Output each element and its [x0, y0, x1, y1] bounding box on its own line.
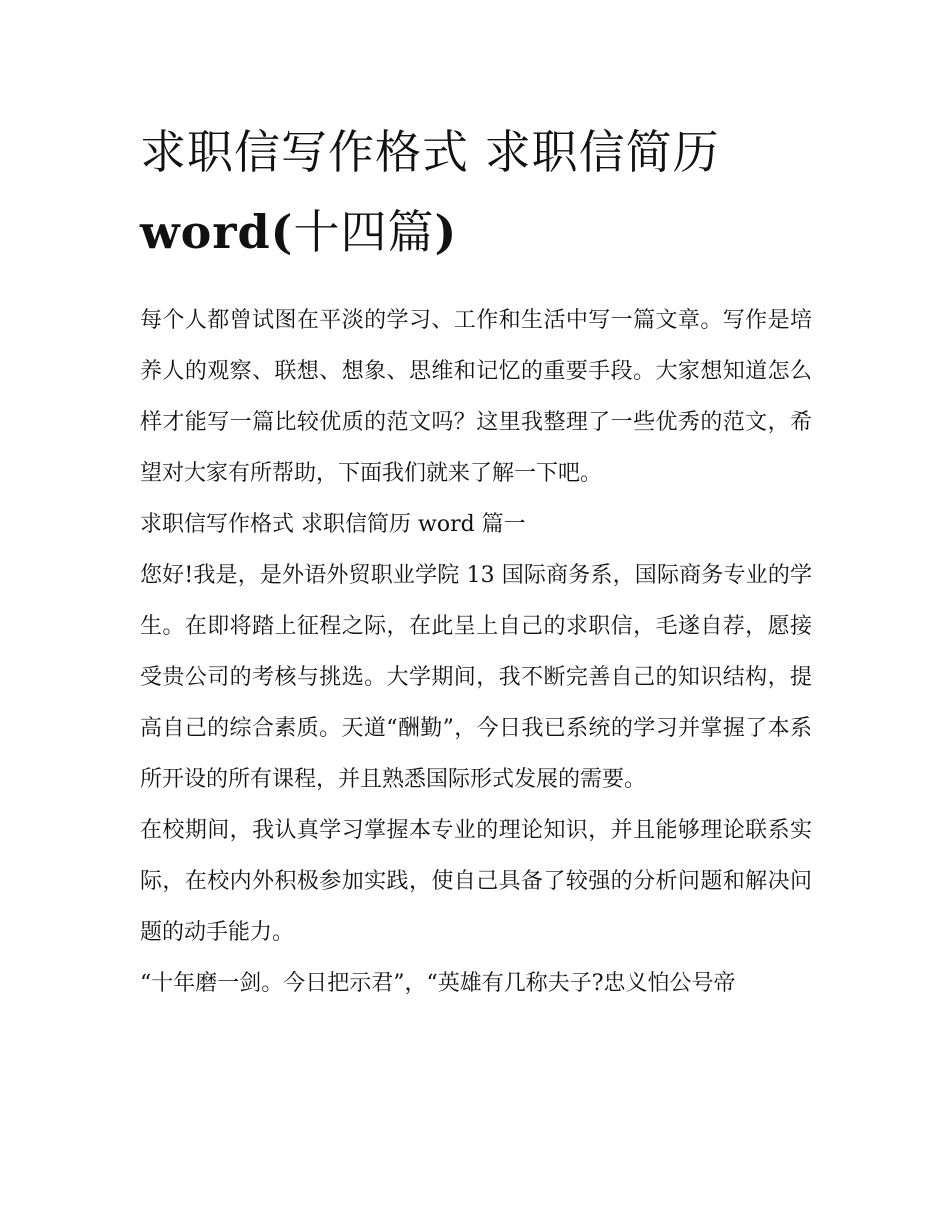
- title-line-1: 求职信写作格式 求职信简历: [140, 125, 720, 179]
- title-close-paren: ): [434, 205, 458, 259]
- section-heading: 求职信写作格式 求职信简历 word 篇一: [140, 512, 526, 537]
- title-count: 十四篇: [293, 205, 435, 259]
- intro-paragraph: 每个人都曾试图在平淡的学习、工作和生活中写一篇文章。写作是培养人的观察、联想、想象、思维和记忆的重要手段。大家想知道怎么样才能写一篇比较优质的范文吗？这里我整理了一些优秀的范文，希望对大家有所帮助，下面我们就来了解一下吧。: [140, 308, 812, 486]
- body-paragraph: 在校期间，我认真学习掌握本专业的理论知识，并且能够理论联系实际，在校内外积极参加实践，使自己具备了较强的分析问题和解决问题的动手能力。: [140, 818, 812, 945]
- document-title: [140, 112, 812, 272]
- document-page: [140, 112, 812, 1009]
- body-paragraph: “十年磨一剑。今日把示君”，“英雄有几称夫子?忠义怕公号帝: [140, 971, 736, 996]
- body-paragraph: 您好!我是，是外语外贸职业学院 13 国际商务系，国际商务专业的学生。在即将踏上征程之际，在此呈上自己的求职信，毛遂自荐，愿接受贵公司的考核与挑选。大学期间，我不断完善自己的知识结构，提高自己的综合素质。天道“酬勤”，今日我已系统的学习并掌握了本系所开设的所有课程，并且熟悉国际形式发展的需要。: [140, 563, 812, 792]
- title-line-2: [140, 192, 812, 272]
- title-word-latin: word(: [140, 205, 294, 259]
